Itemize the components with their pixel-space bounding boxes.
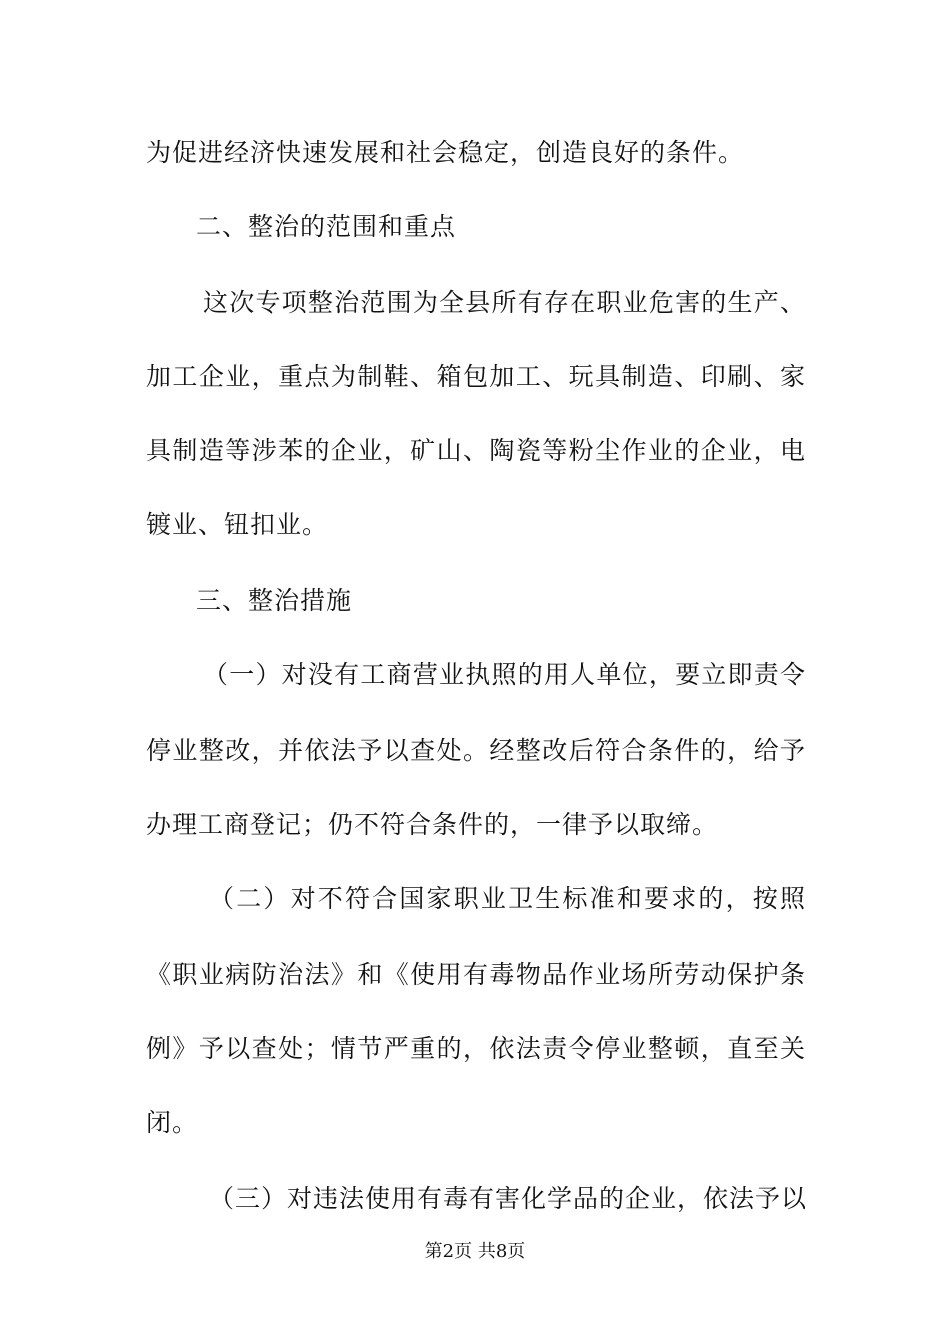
body-line-14: 闭。: [146, 1108, 199, 1137]
body-line-1: 为促进经济快速发展和社会稳定，创造良好的条件。: [146, 138, 745, 167]
body-line-11: （二）对不符合国家职业卫生标准和要求的，按照: [209, 884, 806, 913]
body-line-5: 具制造等涉苯的企业，矿山、陶瓷等粉尘作业的企业，电: [146, 436, 806, 465]
body-line-3: 这次专项整治范围为全县所有存在职业危害的生产、: [203, 288, 806, 317]
section-heading-3: 三、整治措施: [196, 586, 353, 615]
body-line-15: （三）对违法使用有毒有害化学品的企业，依法予以: [209, 1184, 808, 1213]
body-line-8: （一）对没有工商营业执照的用人单位，要立即责令: [203, 660, 806, 689]
body-line-9: 停业整改，并依法予以查处。经整改后符合条件的，给予: [146, 736, 806, 765]
body-line-12: 《职业病防治法》和《使用有毒物品作业场所劳动保护条: [146, 960, 806, 989]
section-heading-2: 二、整治的范围和重点: [196, 212, 457, 241]
page-footer: 第2页 共8页: [424, 1241, 526, 1262]
body-line-13: 例》予以查处；情节严重的，依法责令停业整顿，直至关: [146, 1034, 806, 1063]
body-line-10: 办理工商登记；仍不符合条件的，一律予以取缔。: [146, 810, 719, 839]
body-line-6: 镀业、钮扣业。: [146, 510, 329, 539]
body-line-4: 加工企业，重点为制鞋、箱包加工、玩具制造、印刷、家: [146, 362, 806, 391]
